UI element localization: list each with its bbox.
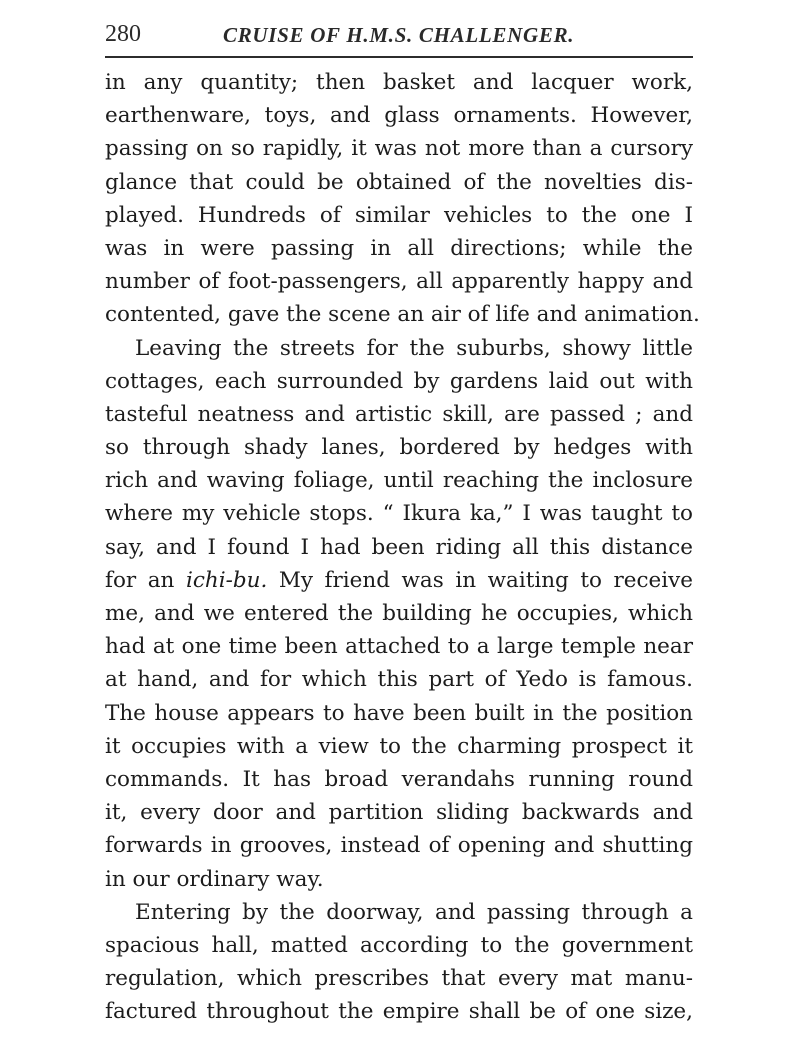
text-line: Leaving the streets for the suburbs, showy little	[135, 335, 693, 361]
page-header	[105, 20, 693, 54]
text-line: it occupies with a view to the charming prospect it	[105, 733, 693, 759]
paragraph-2	[105, 332, 693, 896]
text-line: Entering by the doorway, and passing through a	[135, 899, 693, 925]
text-line: contented, gave the scene an air of life and animation.	[105, 302, 700, 328]
text-line: in any quantity; then basket and lacquer work,	[105, 70, 693, 95]
text-line: me, and we entered the building he occupies, which	[105, 601, 693, 626]
paragraph-3	[105, 896, 693, 1029]
text-line: commands. It has broad verandahs running round	[105, 766, 693, 792]
paragraph-1	[105, 66, 700, 332]
text-segment: for an	[105, 567, 186, 593]
body-text	[105, 66, 700, 1028]
text-line: played. Hundreds of similar vehicles to the one I	[105, 202, 693, 228]
text-line: glance that could be obtained of the novelties dis-	[105, 169, 693, 195]
text-line: rich and waving foliage, until reaching the inclosure	[105, 468, 693, 494]
text-segment: My friend was in waiting to receive	[267, 567, 693, 593]
text-line-with-emphasis	[105, 564, 693, 597]
text-line: had at one time been attached to a large temple near	[105, 634, 693, 660]
running-title: CRUISE OF H.M.S. CHALLENGER.	[223, 23, 575, 47]
page-number: 280	[105, 21, 141, 47]
text-line: regulation, which prescribes that every mat manu-	[105, 966, 693, 992]
text-line: so through shady lanes, bordered by hedges with	[105, 435, 693, 461]
text-line: cottages, each surrounded by gardens laid out with	[105, 368, 693, 394]
text-line: earthenware, toys, and glass ornaments. However,	[105, 103, 693, 129]
text-line: it, every door and partition sliding backwards and	[105, 800, 693, 826]
header-rule	[105, 56, 693, 58]
text-line: where my vehicle stops. “ Ikura ka,” I was taught to	[105, 501, 693, 527]
text-line: forwards in grooves, instead of opening and shutting	[105, 833, 693, 859]
text-line: at hand, and for which this part of Yedo is famous.	[105, 667, 693, 693]
text-line: spacious hall, matted according to the government	[105, 932, 693, 958]
italic-term: ichi-bu.	[185, 567, 268, 593]
text-line: passing on so rapidly, it was not more than a cursory	[105, 136, 693, 162]
text-line: number of foot-passengers, all apparently happy and	[105, 269, 693, 295]
text-line: tasteful neatness and artistic skill, are passed ; and	[105, 401, 693, 427]
text-line: factured throughout the empire shall be of one size,	[105, 999, 693, 1025]
text-line: was in were passing in all directions; while the	[105, 235, 693, 261]
text-line: say, and I found I had been riding all this distance	[105, 534, 693, 560]
text-line: The house appears to have been built in the position	[105, 700, 693, 726]
text-line: in our ordinary way.	[105, 866, 324, 892]
